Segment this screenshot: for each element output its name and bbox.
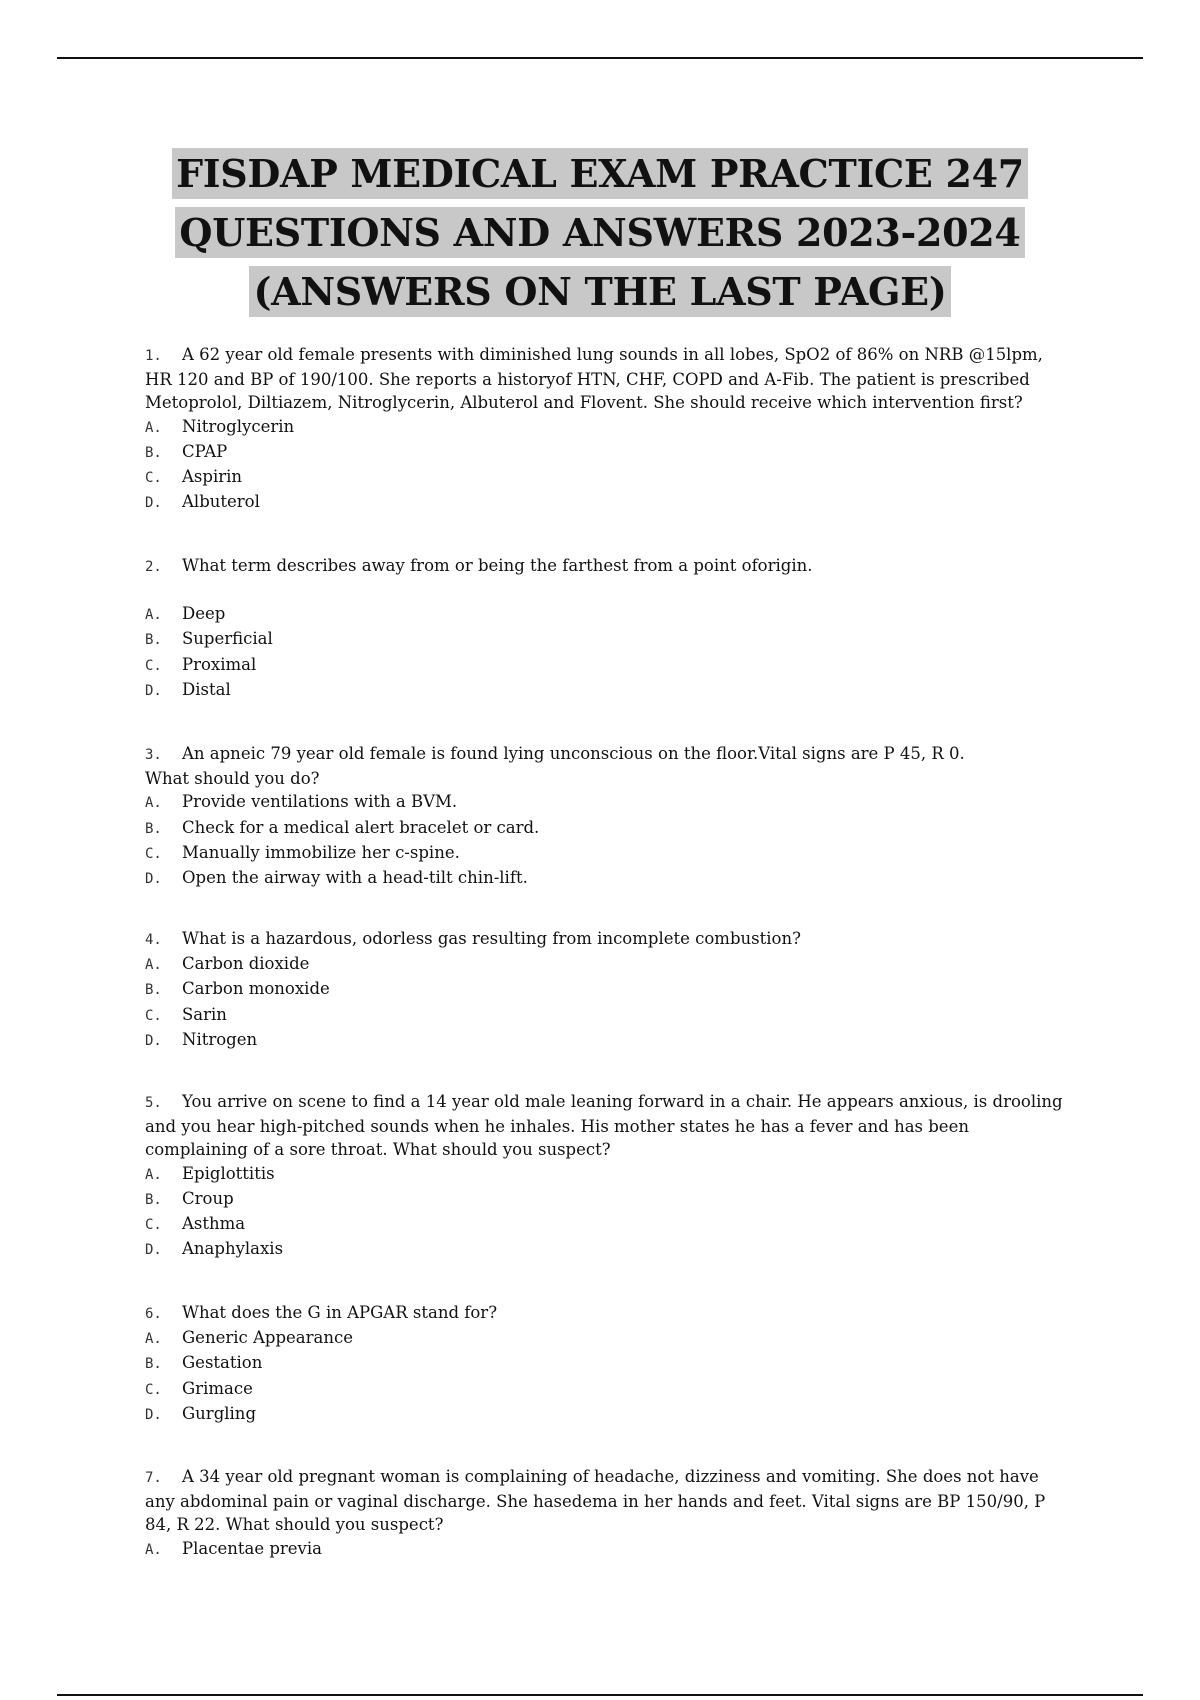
answer-option: A. Epiglottitis: [145, 1163, 275, 1183]
answer-option: B. Check for a medical alert bracelet or card.: [145, 817, 540, 837]
question-7: [145, 1465, 1045, 1562]
question-number: 7.: [145, 1470, 162, 1486]
answer-option: C. Sarin: [145, 1004, 227, 1024]
question-stem: 7. A 34 year old pregnant woman is complaining of headache, dizziness and vomiting. She does not have: [145, 1465, 1045, 1490]
question-stem-line: What should you do?: [145, 769, 320, 789]
spacer: [145, 579, 813, 602]
question-stem: 3. An apneic 79 year old female is found lying unconscious on the floor.Vital signs are P 45, R 0.: [145, 742, 965, 767]
title-line-1: FISDAP MEDICAL EXAM PRACTICE 247: [172, 148, 1028, 199]
title-line-2: QUESTIONS AND ANSWERS 2023-2024: [175, 207, 1024, 258]
question-4: [145, 927, 801, 1053]
answer-option: C. Manually immobilize her c-spine.: [145, 842, 460, 862]
question-number: 1.: [145, 348, 162, 364]
question-6: [145, 1301, 497, 1427]
answer-option: C. Proximal: [145, 654, 257, 674]
answer-option: D. Albuterol: [145, 492, 260, 512]
document-title: [0, 148, 1200, 325]
answer-option: A. Placentae previa: [145, 1538, 322, 1558]
answer-option: C. Asthma: [145, 1214, 246, 1234]
answer-option: A. Generic Appearance: [145, 1328, 353, 1348]
question-number: 5.: [145, 1095, 162, 1111]
question-stem-line: and you hear high-pitched sounds when he inhales. His mother states he has a fever and has been: [145, 1117, 969, 1137]
answer-option: D. Nitrogen: [145, 1029, 258, 1049]
answer-option: D. Open the airway with a head-tilt chin-lift.: [145, 868, 528, 888]
answer-option: B. Gestation: [145, 1353, 263, 1373]
answer-option: B. Superficial: [145, 629, 273, 649]
question-1: [145, 343, 1043, 515]
question-stem: 6. What does the G in APGAR stand for?: [145, 1301, 497, 1326]
question-stem-line: Metoprolol, Diltiazem, Nitroglycerin, Albuterol and Flovent. She should receive which intervention first?: [145, 393, 1023, 413]
answer-option: B. Carbon monoxide: [145, 979, 330, 999]
answer-option: D. Gurgling: [145, 1403, 257, 1423]
question-stem: 4. What is a hazardous, odorless gas resulting from incomplete combustion?: [145, 927, 801, 952]
answer-option: B. Croup: [145, 1188, 234, 1208]
bottom-rule: [57, 1694, 1143, 1696]
answer-option: A. Nitroglycerin: [145, 416, 295, 436]
question-stem-line: 84, R 22. What should you suspect?: [145, 1515, 444, 1535]
question-stem-line: any abdominal pain or vaginal discharge. She hasedema in her hands and feet. Vital signs are BP 150/90, P: [145, 1492, 1046, 1512]
question-stem-line: complaining of a sore throat. What should you suspect?: [145, 1140, 611, 1160]
question-2: [145, 554, 813, 703]
question-stem: 5. You arrive on scene to find a 14 year old male leaning forward in a chair. He appears anxious, is drooling: [145, 1090, 1063, 1115]
question-5: [145, 1090, 1063, 1262]
answer-option: A. Carbon dioxide: [145, 954, 310, 974]
question-stem-line: HR 120 and BP of 190/100. She reports a historyof HTN, CHF, COPD and A-Fib. The patient is prescribed: [145, 370, 1030, 390]
question-stem: 1. A 62 year old female presents with diminished lung sounds in all lobes, SpO2 of 86% on NRB @15lpm,: [145, 343, 1043, 368]
question-number: 4.: [145, 932, 162, 948]
question-number: 2.: [145, 559, 162, 575]
question-stem: 2. What term describes away from or being the farthest from a point oforigin.: [145, 554, 813, 579]
question-3: [145, 742, 965, 891]
question-number: 6.: [145, 1306, 162, 1322]
answer-option: B. CPAP: [145, 441, 228, 461]
question-number: 3.: [145, 747, 162, 763]
answer-option: C. Aspirin: [145, 467, 243, 487]
answer-option: A. Provide ventilations with a BVM.: [145, 792, 458, 812]
answer-option: D. Distal: [145, 679, 231, 699]
top-rule: [57, 57, 1143, 59]
answer-option: C. Grimace: [145, 1378, 253, 1398]
title-line-3: (ANSWERS ON THE LAST PAGE): [249, 266, 950, 317]
answer-option: A. Deep: [145, 604, 226, 624]
answer-option: D. Anaphylaxis: [145, 1239, 284, 1259]
